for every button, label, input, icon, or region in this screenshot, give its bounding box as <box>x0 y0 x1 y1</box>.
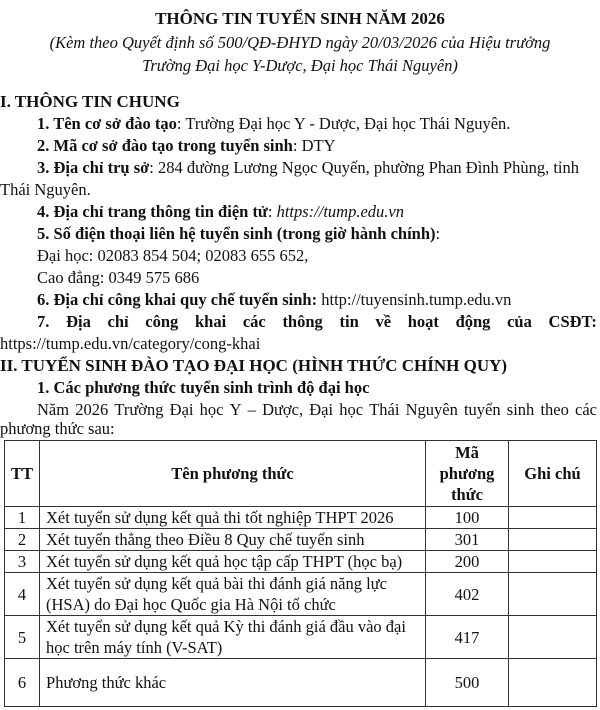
table-row <box>5 551 597 573</box>
section2-paragraph-cont: phương thức sau: <box>0 419 115 438</box>
word: CSĐT: <box>548 312 597 331</box>
word: Năm <box>37 400 70 419</box>
word: học <box>199 400 224 419</box>
word: Dược, <box>262 400 304 419</box>
word: Trường <box>114 400 164 419</box>
phone-daihoc: Đại học: 02083 854 504; 02083 655 652, <box>37 246 309 265</box>
table-row <box>5 507 597 529</box>
word: thông <box>282 312 323 331</box>
word: tin <box>339 312 359 331</box>
label: 2. Mã cơ sở đào tạo trong tuyển sinh <box>37 136 293 155</box>
word: công <box>145 312 179 331</box>
word: Thái <box>369 400 400 419</box>
word: chỉ <box>107 312 129 331</box>
word: về <box>375 312 392 331</box>
row-note <box>509 507 597 529</box>
word: hoạt <box>407 312 439 331</box>
row-method-name: Xét tuyển sử dụng kết quả bài thi đánh giá năng lực (HSA) do Đại học Quốc gia Hà Nội tổ chức <box>40 573 426 616</box>
row-tt: 6 <box>5 659 40 707</box>
table-row <box>5 616 597 659</box>
row-method-code: 402 <box>426 573 509 616</box>
row-method-name: Xét tuyển sử dụng kết quả Kỳ thi đánh giá đầu vào đại học trên máy tính (V-SAT) <box>40 616 426 659</box>
word: Nguyên <box>405 400 458 419</box>
word: – <box>247 400 256 419</box>
header-code: Mã phương thức <box>426 441 509 507</box>
word: tuyển <box>463 400 501 419</box>
admission-methods-table <box>4 440 597 707</box>
word: 7. <box>37 312 50 331</box>
phone-caodang: Cao đẳng: 0349 575 686 <box>37 268 200 287</box>
info-item-2 <box>0 135 600 157</box>
row-method-code: 200 <box>426 551 509 573</box>
label: 3. Địa chỉ trụ sở <box>37 158 150 177</box>
info-item-4 <box>0 201 600 223</box>
label: 4. Địa chỉ trang thông tin điện tử <box>37 202 268 221</box>
label: 5. Số điện thoại liên hệ tuyển sinh (trong giờ hành chính) <box>37 224 436 243</box>
header-tt: TT <box>5 441 40 507</box>
row-tt: 3 <box>5 551 40 573</box>
row-note <box>509 551 597 573</box>
table-row <box>5 529 597 551</box>
row-method-code: 417 <box>426 616 509 659</box>
row-note <box>509 659 597 707</box>
row-note <box>509 573 597 616</box>
info-item-3 <box>0 157 600 179</box>
row-tt: 1 <box>5 507 40 529</box>
label: 1. Tên cơ sở đào tạo <box>37 114 177 133</box>
row-note <box>509 529 597 551</box>
row-tt: 4 <box>5 573 40 616</box>
row-method-name: Phương thức khác <box>40 659 426 707</box>
section2-heading: II. TUYỂN SINH ĐÀO TẠO ĐẠI HỌC (HÌNH THỨC CHÍNH QUY) <box>0 356 508 375</box>
document-subtitle-line2: Trường Đại học Y-Dược, Đại học Thái Nguyên) <box>142 56 458 75</box>
row-method-code: 500 <box>426 659 509 707</box>
table-row <box>5 573 597 616</box>
label: 6. Địa chỉ công khai quy chế tuyển sinh: <box>37 290 318 309</box>
value: : Trường Đại học Y - Dược, Đại học Thái Nguyên. <box>176 114 511 133</box>
row-method-code: 301 <box>426 529 509 551</box>
word: học <box>339 400 364 419</box>
info-item-5 <box>0 223 600 245</box>
word: khai <box>194 312 227 331</box>
document-title: THÔNG TIN TUYỂN SINH NĂM 2026 <box>155 9 445 28</box>
row-method-name: Xét tuyển thẳng theo Điều 8 Quy chế tuyển sinh <box>40 529 426 551</box>
value: : DTY <box>292 136 336 155</box>
word: Y <box>229 400 242 419</box>
row-method-name: Xét tuyển sử dụng kết quả học tập cấp THPT (học bạ) <box>40 551 426 573</box>
info-item-7-link[interactable]: https://tump.edu.vn/category/cong-khai <box>0 334 261 353</box>
header-note: Ghi chú <box>509 441 597 507</box>
info-item-1 <box>0 113 600 135</box>
word: sinh <box>506 400 535 419</box>
info-item-6 <box>0 289 600 311</box>
row-tt: 2 <box>5 529 40 551</box>
word: của <box>507 312 532 331</box>
row-note <box>509 616 597 659</box>
value: : 284 đường Lương Ngọc Quyến, phường Phan Đình Phùng, tỉnh <box>149 158 580 177</box>
info-item-3-cont: Thái Nguyên. <box>0 180 91 199</box>
word: Địa <box>66 312 91 331</box>
value: http://tuyensinh.tump.edu.vn <box>317 290 512 309</box>
separator: : <box>267 202 277 221</box>
row-method-name: Xét tuyển sử dụng kết quả thi tốt nghiệp THPT 2026 <box>40 507 426 529</box>
row-method-code: 100 <box>426 507 509 529</box>
info-item-7 <box>0 311 600 333</box>
table-header-row <box>5 441 597 507</box>
section2-subheading: 1. Các phương thức tuyển sinh trình độ đại học <box>37 378 370 397</box>
row-tt: 5 <box>5 616 40 659</box>
word: 2026 <box>75 400 109 419</box>
table-row <box>5 659 597 707</box>
word: Đại <box>169 400 194 419</box>
word: động <box>455 312 491 331</box>
word: các <box>242 312 266 331</box>
document-subtitle-line1: (Kèm theo Quyết định số 500/QĐ-ĐHYD ngày 20/03/2026 của Hiệu trưởng <box>49 33 551 52</box>
section1-heading: I. THÔNG TIN CHUNG <box>0 92 180 111</box>
header-name: Tên phương thức <box>40 441 426 507</box>
word: các <box>575 400 597 419</box>
word: Đại <box>309 400 334 419</box>
word: theo <box>540 400 569 419</box>
website-link[interactable]: https://tump.edu.vn <box>276 202 404 221</box>
separator: : <box>435 224 441 243</box>
